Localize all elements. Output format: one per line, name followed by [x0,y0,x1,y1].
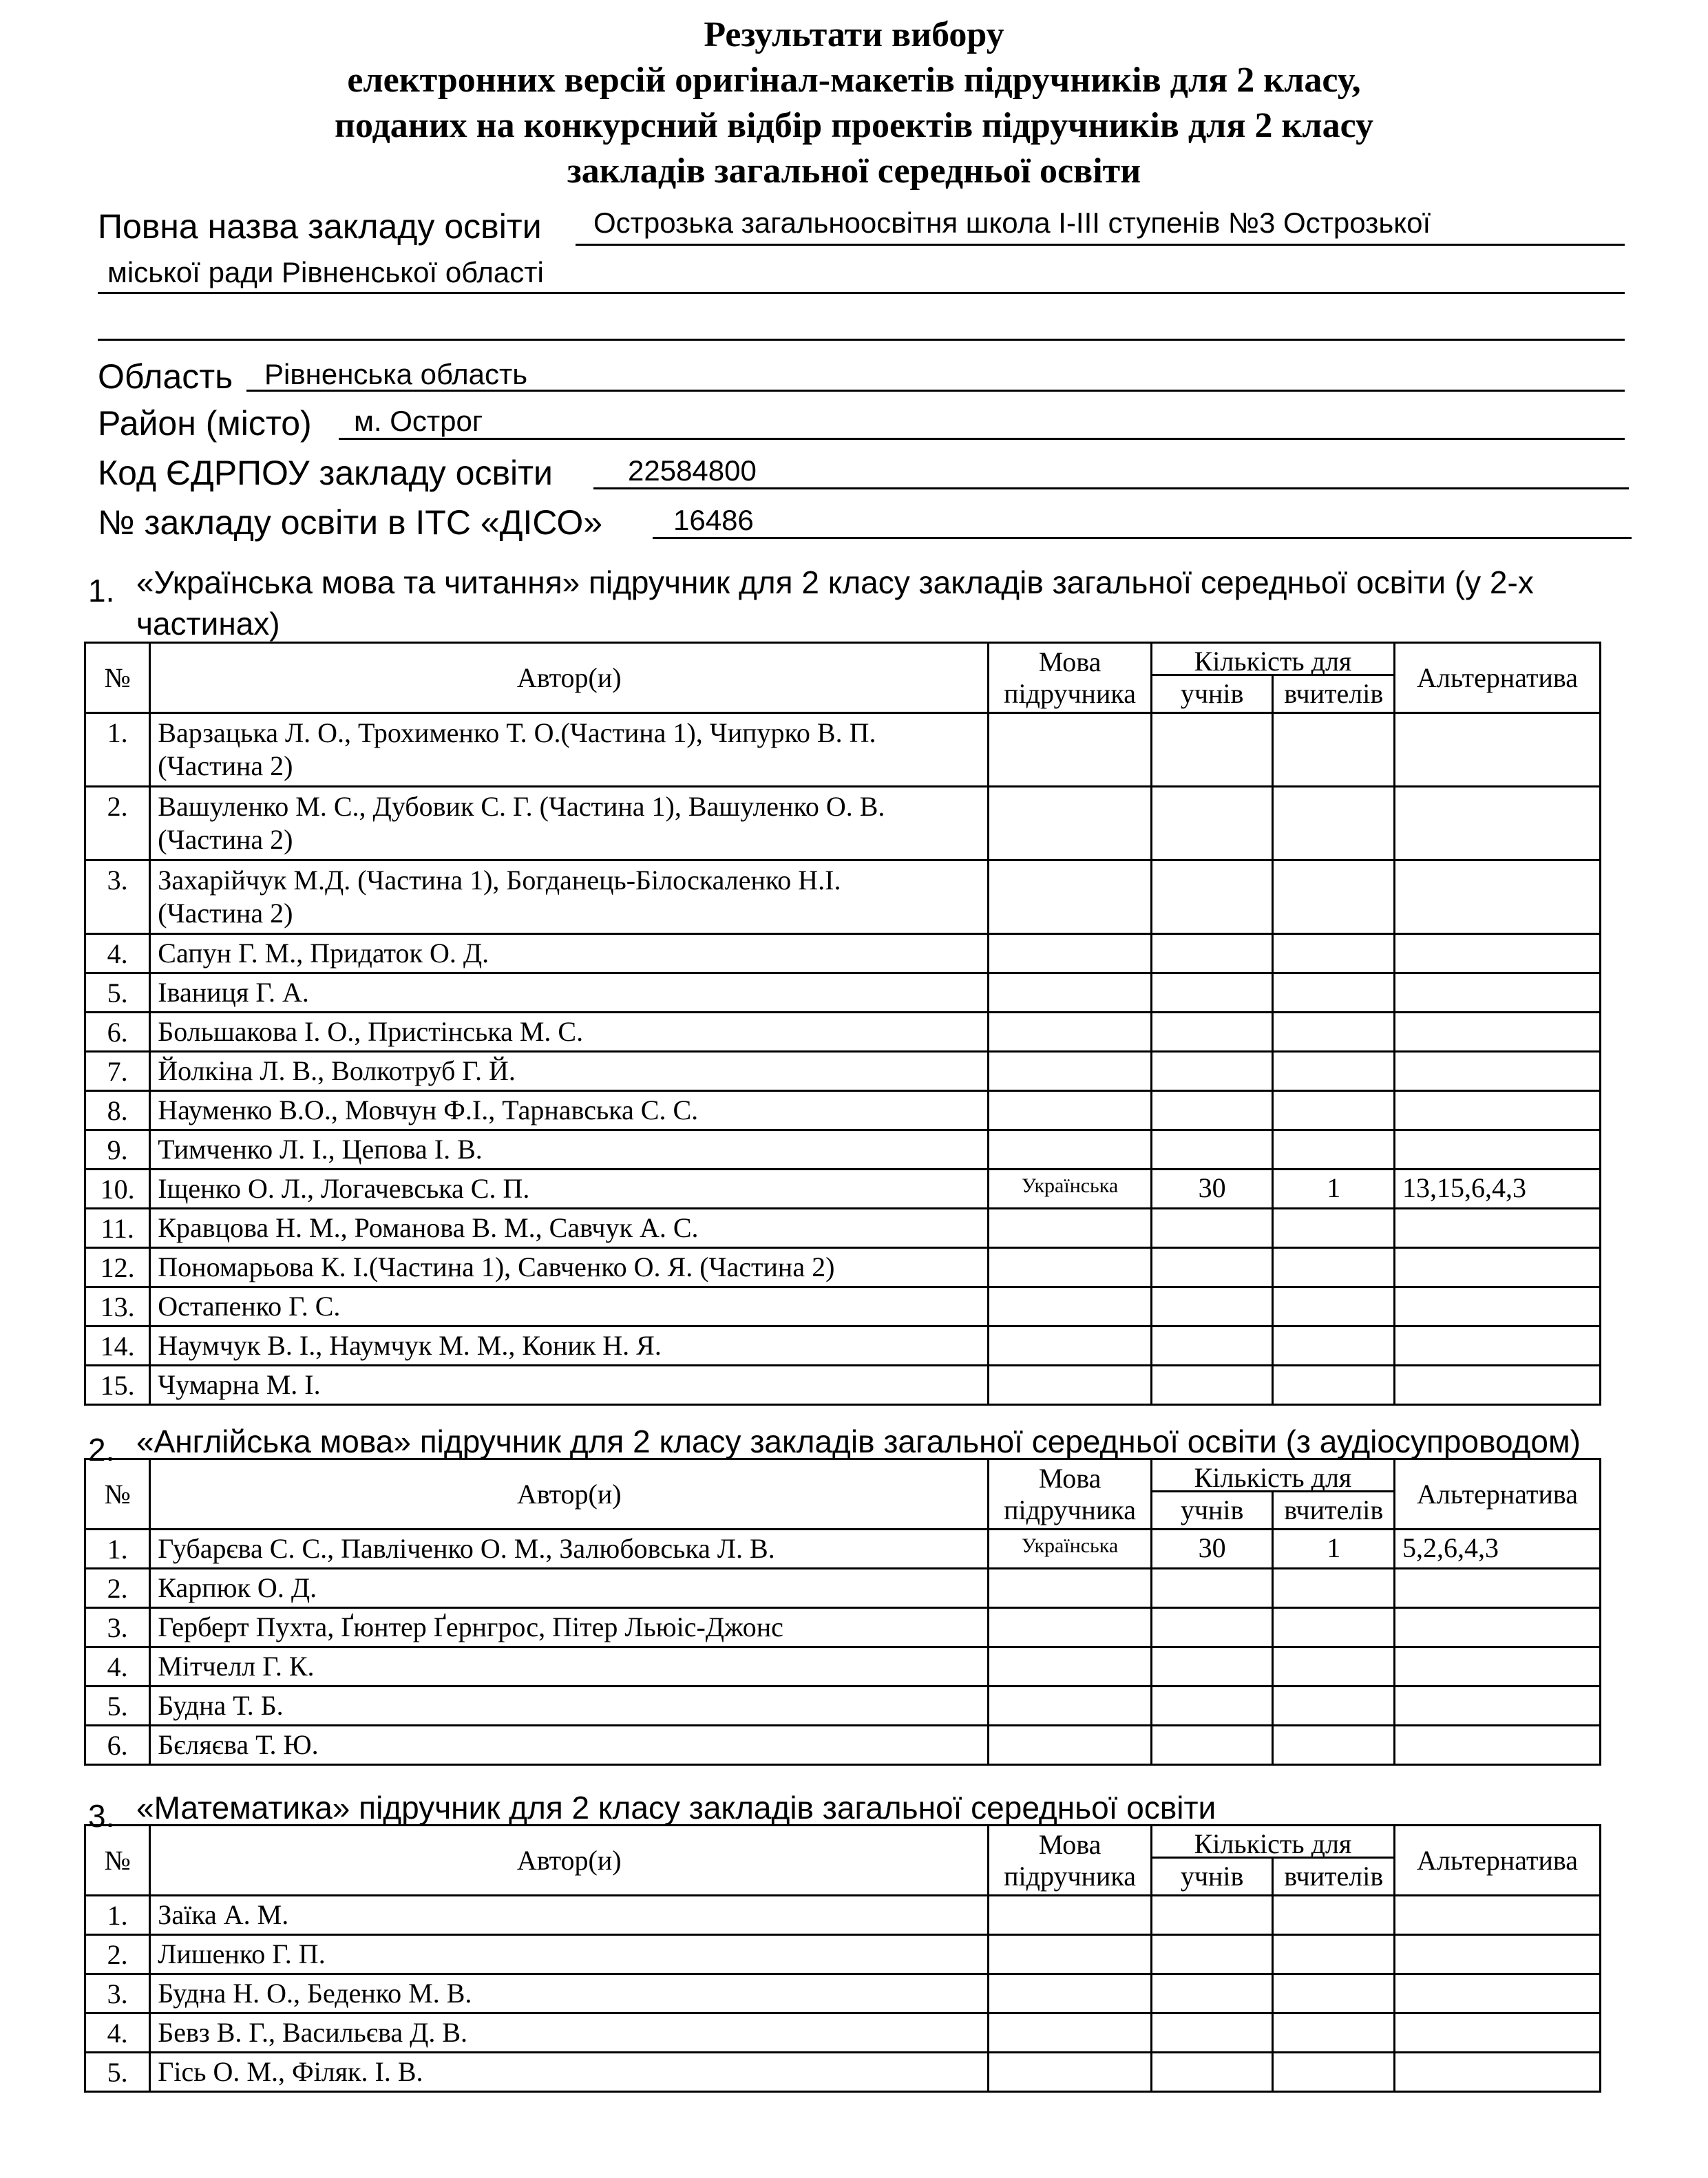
row-students [1151,1726,1273,1765]
row-teachers [1273,1608,1395,1647]
row-authors-line1: Йолкіна Л. В., Волкотруб Г. Й. [158,1055,516,1086]
row-authors [150,1726,989,1765]
table-row [85,1530,1601,1569]
row-authors [150,1326,989,1366]
row-alternative [1395,860,1601,934]
row-teachers [1273,787,1395,860]
row-alternative [1395,1091,1601,1130]
row-teachers [1273,1209,1395,1248]
row-authors-line1: Будна Н. О., Беденко М. В. [158,1978,472,2009]
header-language-line1: Мова [1038,1462,1101,1494]
section-title [88,1421,1603,1468]
row-students [1151,787,1273,860]
full-name-label: Повна назва закладу освіти [98,207,542,246]
row-number: 3. [85,1974,150,2013]
row-alternative: 5,2,6,4,3 [1395,1530,1601,1569]
row-authors-line1: Кравцова Н. М., Романова В. М., Савчук А. С. [158,1212,699,1243]
row-authors-line1: Чумарна М. І. [158,1369,321,1400]
row-authors [150,1974,989,2013]
table-row [85,1935,1601,1974]
row-students [1151,973,1273,1013]
row-authors [150,1248,989,1287]
header-row [85,643,1601,675]
row-language [989,1726,1152,1765]
row-students [1151,1687,1273,1726]
row-students [1151,1052,1273,1091]
row-authors-line1: Карпюк О. Д. [158,1572,317,1603]
row-language [989,1935,1152,1974]
row-teachers [1273,2013,1395,2053]
section-title-line1: «Англійська мова» підручник для 2 класу закладів загальної середньої освіти (з аудіосупроводом) [136,1424,1581,1459]
row-language [989,1248,1152,1287]
row-language [989,1013,1152,1052]
row-students [1151,1935,1273,1974]
header-num: № [85,1826,150,1896]
row-authors [150,1608,989,1647]
row-number: 5. [85,973,150,1013]
row-teachers: 1 [1273,1170,1395,1209]
row-language [989,2053,1152,2092]
row-number: 4. [85,934,150,973]
row-number: 4. [85,2013,150,2053]
header-authors: Автор(и) [150,1826,989,1896]
district-value: м. Острог [354,405,483,437]
row-teachers [1273,1052,1395,1091]
row-students [1151,1608,1273,1647]
row-authors-line1: Наумчук В. І., Наумчук М. М., Коник Н. Я. [158,1330,662,1361]
row-number: 9. [85,1130,150,1170]
table-row [85,1287,1601,1326]
section-title [88,1787,1603,1834]
row-authors-line1: Іщенко О. Л., Логачевська С. П. [158,1173,530,1204]
full-name-value-line1: Острозька загальноосвітня школа І-ІІІ ступенів №3 Острозької [593,207,1431,239]
header-language [989,643,1152,713]
header-language-line2: підручника [1004,1860,1136,1892]
row-language [989,787,1152,860]
row-authors [150,713,989,787]
underline [653,537,1632,539]
row-number: 1. [85,1530,150,1569]
row-number: 15. [85,1366,150,1405]
row-number: 8. [85,1091,150,1130]
underline [98,292,1625,294]
header-students: учнів [1151,1492,1273,1530]
row-alternative [1395,1687,1601,1726]
row-number: 6. [85,1726,150,1765]
row-authors-line1: Вашуленко М. С., Дубовик С. Г. (Частина 1), Вашуленко О. В. [158,791,885,822]
row-alternative [1395,1013,1601,1052]
header-language-line2: підручника [1004,1494,1136,1525]
row-teachers [1273,1248,1395,1287]
row-language [989,1209,1152,1248]
row-number: 2. [85,1935,150,1974]
row-students [1151,1366,1273,1405]
header-alternative: Альтернатива [1395,643,1601,713]
row-students [1151,1248,1273,1287]
row-teachers [1273,934,1395,973]
row-number: 11. [85,1209,150,1248]
header-language-line1: Мова [1038,1828,1101,1860]
row-number: 1. [85,713,150,787]
row-language [989,1326,1152,1366]
row-teachers [1273,1013,1395,1052]
row-language [989,2013,1152,2053]
row-alternative [1395,1569,1601,1608]
title-line: електронних версій оригінал-макетів підручників для 2 класу, [347,61,1361,100]
row-authors-line1: Мітчелл Г. К. [158,1651,315,1682]
textbook-table [84,1824,1601,2093]
row-alternative [1395,2053,1601,2092]
section-title [88,562,1603,644]
row-language [989,934,1152,973]
header-students: учнів [1151,1858,1273,1896]
section-title-line1: «Українська мова та читання» підручник для 2 класу закладів загальної середньої освіти (у 2-х [136,564,1534,600]
row-authors [150,787,989,860]
table-row [85,1170,1601,1209]
row-teachers [1273,1326,1395,1366]
header-alternative: Альтернатива [1395,1826,1601,1896]
table-row [85,1366,1601,1405]
row-language [989,1647,1152,1687]
row-teachers [1273,1726,1395,1765]
row-students [1151,1326,1273,1366]
row-students [1151,1974,1273,2013]
row-alternative [1395,2013,1601,2053]
table-row [85,1726,1601,1765]
row-authors-line1: Будна Т. Б. [158,1690,284,1721]
row-authors-line1: Сапун Г. М., Придаток О. Д. [158,938,489,969]
table-row [85,1013,1601,1052]
header-quantity: Кількість для [1151,1826,1394,1858]
page-title [0,12,1708,194]
row-teachers [1273,1647,1395,1687]
textbook-table [84,1458,1601,1766]
region-value: Рівненська область [264,358,528,390]
table-row [85,973,1601,1013]
row-authors [150,1091,989,1130]
row-students [1151,1130,1273,1170]
row-teachers [1273,973,1395,1013]
row-language [989,1130,1152,1170]
row-authors [150,1647,989,1687]
row-language [989,1287,1152,1326]
row-number: 13. [85,1287,150,1326]
row-authors-line1: Заїка А. М. [158,1899,289,1930]
section-number: 1. [88,573,115,609]
table-row [85,713,1601,787]
row-teachers [1273,1896,1395,1935]
header-teachers: вчителів [1273,675,1395,713]
row-alternative [1395,1608,1601,1647]
row-alternative [1395,1974,1601,2013]
header-language [989,1826,1152,1896]
row-students [1151,934,1273,973]
row-language [989,1896,1152,1935]
row-authors [150,1130,989,1170]
row-teachers [1273,713,1395,787]
row-teachers [1273,2053,1395,2092]
row-number: 5. [85,1687,150,1726]
row-language [989,1974,1152,2013]
row-authors-line1: Гісь О. М., Філяк. І. В. [158,2056,423,2087]
table-row [85,2053,1601,2092]
row-language [989,1052,1152,1091]
row-number: 3. [85,1608,150,1647]
row-number: 12. [85,1248,150,1287]
section-title-line1: «Математика» підручник для 2 класу закладів загальної середньої освіти [136,1790,1216,1826]
header-authors: Автор(и) [150,1459,989,1530]
table-row [85,1130,1601,1170]
row-alternative [1395,1052,1601,1091]
row-authors [150,1170,989,1209]
table-row [85,1248,1601,1287]
table-row [85,1326,1601,1366]
row-alternative [1395,1366,1601,1405]
row-number: 4. [85,1647,150,1687]
row-language [989,1091,1152,1130]
row-authors [150,2013,989,2053]
row-authors-line1: Пономарьова К. І.(Частина 1), Савченко О. Я. (Частина 2) [158,1251,835,1282]
row-students [1151,713,1273,787]
row-number: 1. [85,1896,150,1935]
header-num: № [85,1459,150,1530]
row-authors [150,1569,989,1608]
header-students: учнів [1151,675,1273,713]
table-row [85,1209,1601,1248]
row-authors-line1: Варзацька Л. О., Трохименко Т. О.(Частина 1), Чипурко В. П. [158,717,876,748]
region-label: Область [98,357,233,396]
table-row [85,860,1601,934]
section-title-line2: частинах) [136,606,280,642]
header-num: № [85,643,150,713]
row-alternative [1395,1726,1601,1765]
itc-label: № закладу освіти в ІТС «ДІСО» [98,503,603,542]
row-authors-line2: (Частина 2) [158,750,293,781]
row-language: Українська [989,1530,1152,1569]
row-alternative [1395,787,1601,860]
row-authors-line1: Бєляєва Т. Ю. [158,1729,319,1760]
row-language [989,1687,1152,1726]
row-authors-line1: Науменко В.О., Мовчун Ф.І., Тарнавська С. С. [158,1095,699,1125]
district-label: Район (місто) [98,404,312,443]
row-students [1151,2013,1273,2053]
row-authors [150,1687,989,1726]
header-authors: Автор(и) [150,643,989,713]
row-students: 30 [1151,1170,1273,1209]
row-alternative [1395,1209,1601,1248]
row-alternative [1395,1896,1601,1935]
row-authors-line1: Лишенко Г. П. [158,1938,326,1969]
row-number: 14. [85,1326,150,1366]
row-authors [150,1287,989,1326]
section-number: 3. [88,1798,115,1834]
row-language [989,973,1152,1013]
row-alternative: 13,15,6,4,3 [1395,1170,1601,1209]
row-authors-line2: (Частина 2) [158,824,293,855]
row-authors [150,934,989,973]
header-row [85,1459,1601,1492]
table-row [85,1052,1601,1091]
row-students [1151,1209,1273,1248]
table-row [85,1974,1601,2013]
row-teachers [1273,1974,1395,2013]
row-number: 3. [85,860,150,934]
title-line: Результати вибору [704,15,1004,54]
row-authors-line1: Тимченко Л. І., Цепова І. В. [158,1134,483,1165]
row-authors-line1: Іваниця Г. А. [158,977,309,1008]
row-language [989,1608,1152,1647]
table-row [85,787,1601,860]
table-row [85,1896,1601,1935]
underline [576,244,1625,246]
row-alternative [1395,1935,1601,1974]
row-authors [150,1366,989,1405]
row-teachers: 1 [1273,1530,1395,1569]
textbook-table [84,642,1601,1406]
row-authors-line2: (Частина 2) [158,898,293,929]
row-authors-line1: Герберт Пухта, Ґюнтер Ґернгрос, Пітер Льюіс-Джонс [158,1611,783,1642]
row-authors [150,1052,989,1091]
row-authors-line1: Губарєва С. С., Павліченко О. М., Залюбовська Л. В. [158,1533,775,1564]
row-teachers [1273,1366,1395,1405]
row-language [989,713,1152,787]
row-number: 5. [85,2053,150,2092]
header-language [989,1459,1152,1530]
row-alternative [1395,1326,1601,1366]
table-row [85,934,1601,973]
header-row [85,1826,1601,1858]
underline [339,438,1625,440]
row-authors-line1: Остапенко Г. С. [158,1291,341,1322]
row-teachers [1273,1287,1395,1326]
row-number: 2. [85,787,150,860]
row-number: 2. [85,1569,150,1608]
title-line: закладів загальної середньої освіти [567,151,1141,191]
title-line: поданих на конкурсний відбір проектів підручників для 2 класу [334,106,1373,145]
row-number: 7. [85,1052,150,1091]
edrpou-label: Код ЄДРПОУ закладу освіти [98,454,553,492]
header-alternative: Альтернатива [1395,1459,1601,1530]
row-authors [150,1935,989,1974]
row-teachers [1273,1130,1395,1170]
row-language [989,1366,1152,1405]
row-teachers [1273,1687,1395,1726]
row-alternative [1395,934,1601,973]
row-authors-line1: Захарійчук М.Д. (Частина 1), Богданець-Білоскаленко Н.І. [158,865,841,896]
row-students: 30 [1151,1530,1273,1569]
row-alternative [1395,1647,1601,1687]
row-alternative [1395,1130,1601,1170]
row-language [989,1569,1152,1608]
row-teachers [1273,1569,1395,1608]
table-row [85,1608,1601,1647]
table-row [85,1647,1601,1687]
header-language-line1: Мова [1038,646,1101,677]
edrpou-value: 22584800 [628,454,757,487]
underline [593,487,1629,489]
row-alternative [1395,1287,1601,1326]
row-students [1151,1013,1273,1052]
row-authors-line1: Большакова І. О., Пристінська М. С. [158,1016,584,1047]
row-language [989,860,1152,934]
row-teachers [1273,1091,1395,1130]
row-teachers [1273,1935,1395,1974]
row-teachers [1273,860,1395,934]
row-students [1151,1896,1273,1935]
row-authors [150,860,989,934]
row-students [1151,1091,1273,1130]
itc-value: 16486 [673,504,754,536]
table-row [85,1569,1601,1608]
row-students [1151,2053,1273,2092]
underline [98,339,1625,341]
row-authors [150,1896,989,1935]
row-authors [150,973,989,1013]
table-row [85,2013,1601,2053]
row-students [1151,1647,1273,1687]
row-language: Українська [989,1170,1152,1209]
table-row [85,1687,1601,1726]
header-teachers: вчителів [1273,1858,1395,1896]
row-students [1151,860,1273,934]
row-number: 10. [85,1170,150,1209]
row-authors [150,1209,989,1248]
header-language-line2: підручника [1004,677,1136,709]
underline [246,390,1625,392]
row-authors-line1: Бевз В. Г., Васильєва Д. В. [158,2017,468,2048]
row-authors [150,1530,989,1569]
row-students [1151,1287,1273,1326]
header-teachers: вчителів [1273,1492,1395,1530]
table-row [85,1091,1601,1130]
row-number: 6. [85,1013,150,1052]
section-number: 2. [88,1432,115,1468]
row-alternative [1395,713,1601,787]
row-students [1151,1569,1273,1608]
full-name-value-line2: міської ради Рівненської області [107,256,544,288]
header-quantity: Кількість для [1151,643,1394,675]
header-quantity: Кількість для [1151,1459,1394,1492]
row-authors [150,1013,989,1052]
row-alternative [1395,973,1601,1013]
row-alternative [1395,1248,1601,1287]
row-authors [150,2053,989,2092]
